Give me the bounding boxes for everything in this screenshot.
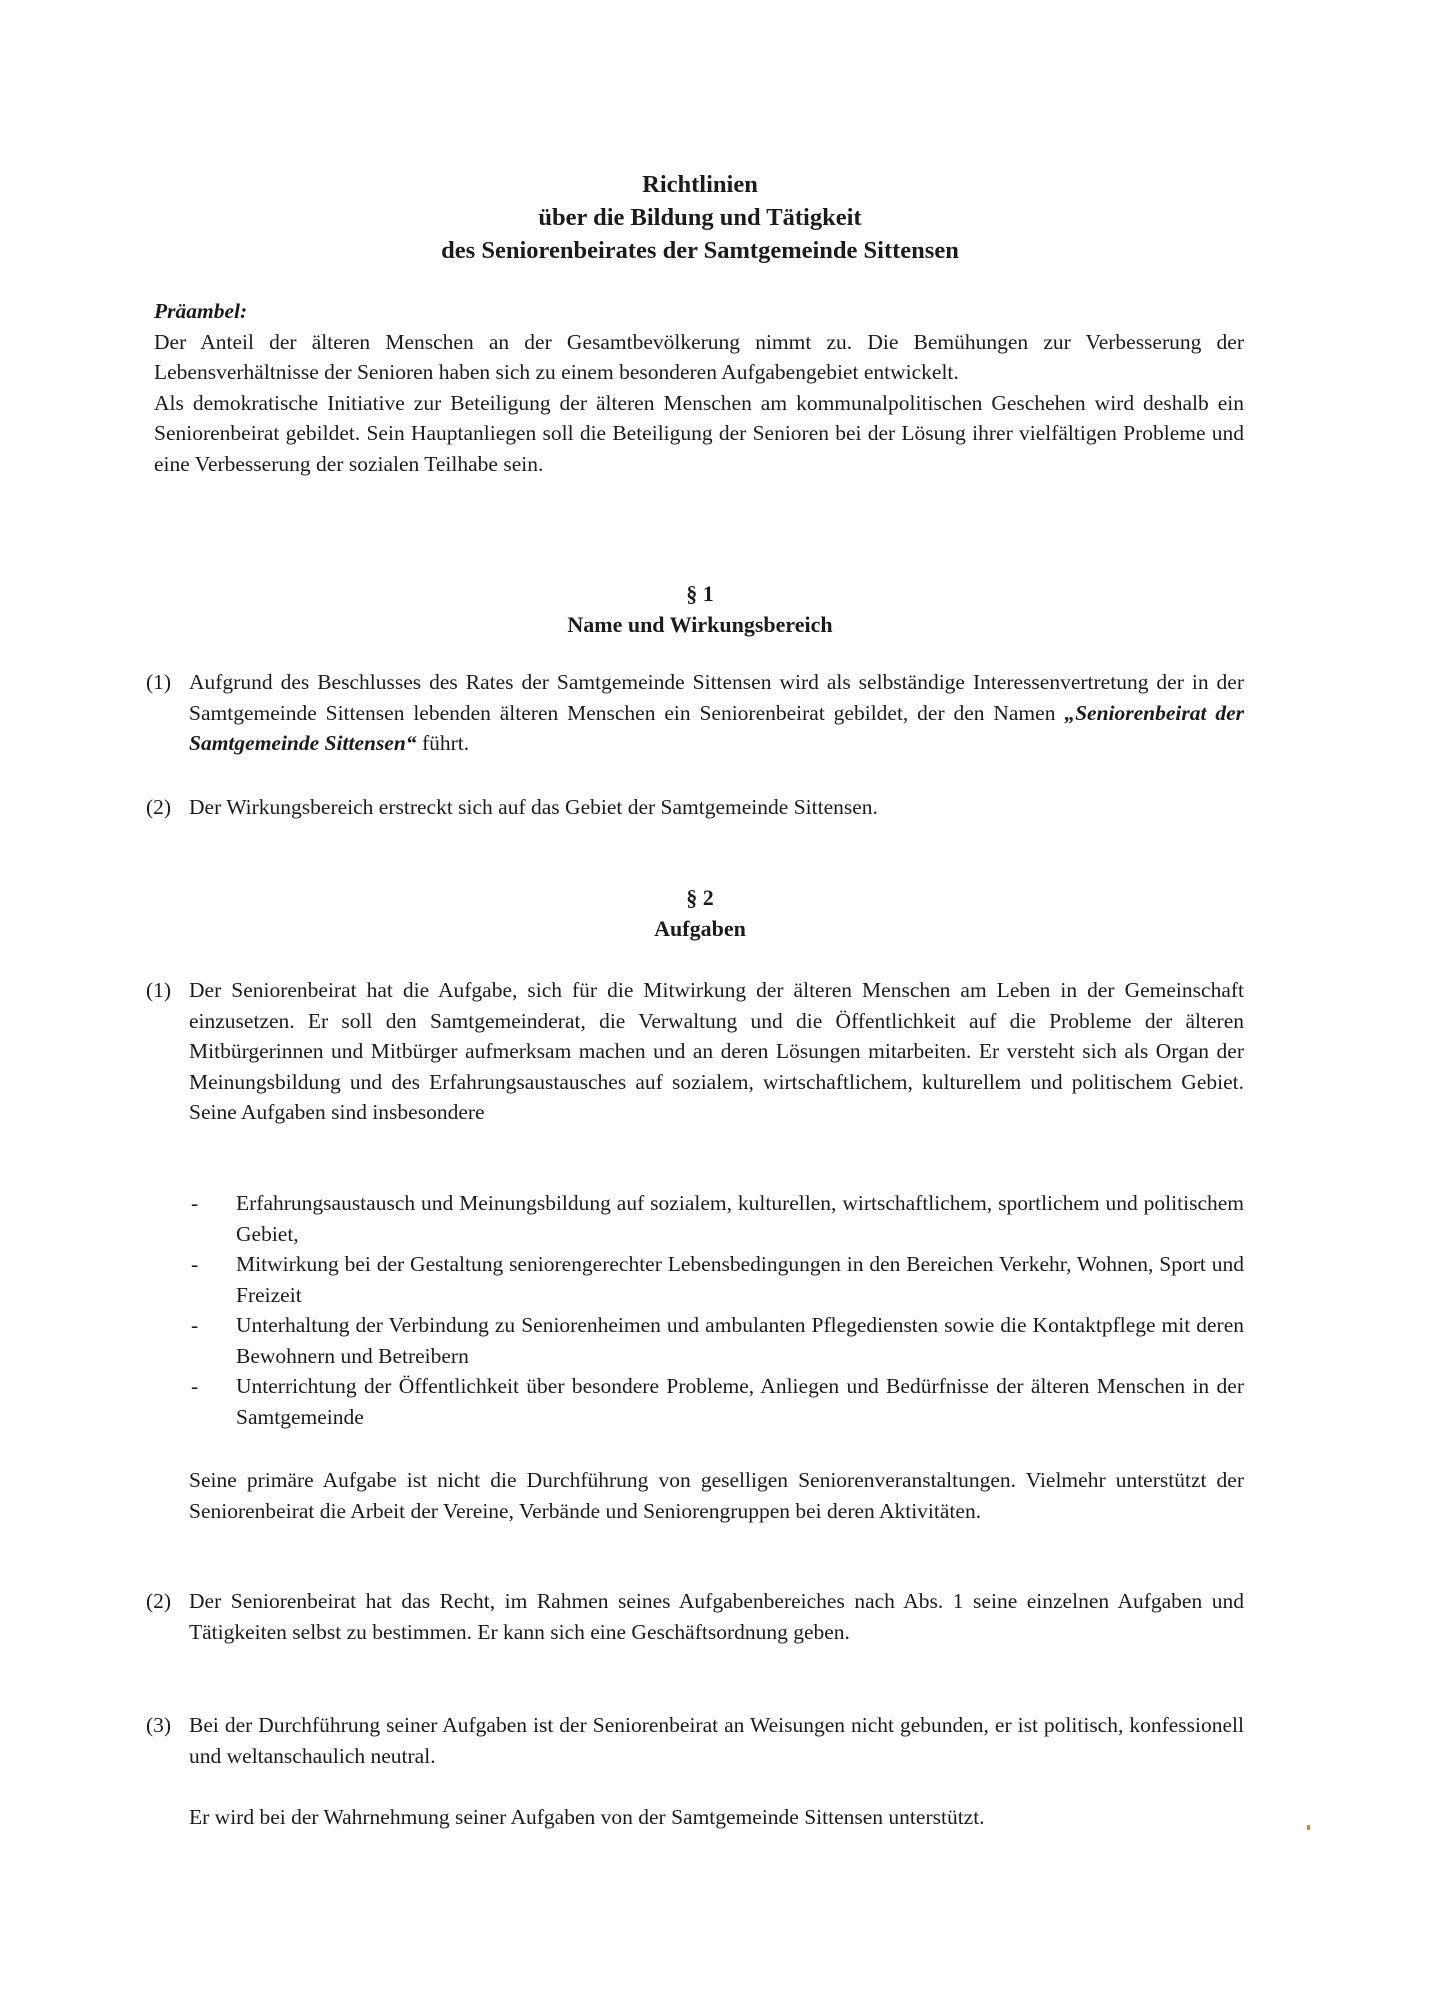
preamble-paragraph-2: Als demokratische Initiative zur Beteiligung der älteren Menschen am kommunalpolitischen Geschehen wird deshalb ein Seniorenbeirat gebildet. Sein Hauptanliegen soll die Beteiligung der Senioren bei der Lösung ihrer vielfältigen Probleme und eine Verbesserung der sozialen Teilhabe sein.	[154, 390, 1244, 476]
list-item: - Unterhaltung der Verbindung zu Seniorenheimen und ambulanten Pflegediensten sowie die Kontaktpflege mit deren Bewohnern und Betreibern	[191, 1310, 1244, 1371]
paragraph-text: Der Seniorenbeirat hat das Recht, im Rahmen seines Aufgabenbereiches nach Abs. 1 seine einzelnen Aufgaben und Tätigkeiten selbst zu bestimmen. Er kann sich eine Geschäftsordnung geben.	[189, 1589, 1244, 1644]
preamble-heading: Präambel:	[154, 299, 248, 323]
title-line-3: des Seniorenbeirates der Samtgemeinde Sittensen	[441, 237, 959, 264]
section-1-number: § 1	[686, 581, 714, 606]
bullet-marker: -	[191, 1313, 199, 1337]
section-1-title: Name und Wirkungsbereich	[567, 612, 833, 637]
scan-speck	[1307, 1825, 1310, 1830]
list-item: - Mitwirkung bei der Gestaltung seniorengerechter Lebensbedingungen in den Bereichen Verkehr, Wohnen, Sport und Freizeit	[191, 1249, 1244, 1310]
paragraph-text: Aufgrund des Beschlusses des Rates der Samtgemeinde Sittensen wird als selbständige Interessenvertretung der in der Samtgemeinde Sittensen lebenden älteren Menschen ein Seniorenbeirat gebildet, der den Namen	[189, 670, 1244, 725]
section-1-paragraph-2	[146, 792, 1244, 823]
task-list	[191, 1188, 1244, 1432]
section-2-followup-text: Seine primäre Aufgabe ist nicht die Durchführung von geselligen Seniorenveranstaltungen. Vielmehr unterstützt der Seniorenbeirat die Arbeit der Vereine, Verbände und Seniorengruppen bei deren Aktivitäten.	[189, 1468, 1244, 1523]
paragraph-number: (2)	[146, 795, 172, 819]
section-1-paragraph-1	[146, 667, 1244, 759]
bullet-marker: -	[191, 1374, 199, 1398]
title-line-2: über die Bildung und Tätigkeit	[538, 204, 862, 231]
paragraph-number: (2)	[146, 1589, 172, 1613]
preamble	[154, 296, 1244, 479]
section-2-paragraph-1	[146, 975, 1244, 1128]
section-1-heading	[0, 578, 1400, 640]
list-item: - Erfahrungsaustausch und Meinungsbildung auf sozialem, kulturellen, wirtschaftlichem, sportlichem und politischem Gebiet,	[191, 1188, 1244, 1249]
section-2-paragraph-3	[146, 1710, 1244, 1771]
section-2-heading	[0, 882, 1400, 944]
paragraph-number: (1)	[146, 978, 172, 1002]
paragraph-text: Bei der Durchführung seiner Aufgaben ist der Seniorenbeirat an Weisungen nicht gebunden, er ist politisch, konfessionell und weltanschaulich neutral.	[189, 1713, 1244, 1768]
paragraph-text-end: führt.	[416, 731, 470, 755]
paragraph-number: (3)	[146, 1713, 172, 1737]
section-2-title: Aufgaben	[654, 916, 746, 941]
document-title	[0, 168, 1400, 267]
section-2-number: § 2	[686, 885, 714, 910]
bullet-marker: -	[191, 1191, 199, 1215]
support-statement: Er wird bei der Wahrnehmung seiner Aufgaben von der Samtgemeinde Sittensen unterstützt.	[189, 1805, 985, 1829]
title-line-1: Richtlinien	[642, 171, 758, 198]
council-name-emphasis: „Seniorenbeirat der Samtgemeinde Sittensen“	[189, 700, 1244, 755]
section-2-paragraph-2	[146, 1586, 1244, 1647]
paragraph-text: Der Wirkungsbereich erstreckt sich auf das Gebiet der Samtgemeinde Sittensen.	[189, 795, 878, 819]
paragraph-number: (1)	[146, 670, 172, 694]
list-item: - Unterrichtung der Öffentlichkeit über besondere Probleme, Anliegen und Bedürfnisse der älteren Menschen in der Samtgemeinde	[191, 1371, 1244, 1432]
bullet-marker: -	[191, 1252, 199, 1276]
paragraph-text: Der Seniorenbeirat hat die Aufgabe, sich für die Mitwirkung der älteren Menschen am Leben in der Gemeinschaft einzusetzen. Er soll den Samtgemeinderat, die Verwaltung und die Öffentlichkeit auf die Probleme der älteren Mitbürgerinnen und Mitbürger aufmerksam machen und an deren Lösungen mitarbeiten. Er versteht sich als Organ der Meinungsbildung und des Erfahrungsaustausches auf sozialem, wirtschaftlichem, kulturellem und politischem Gebiet. Seine Aufgaben sind insbesondere	[189, 978, 1244, 1124]
preamble-paragraph-1: Der Anteil der älteren Menschen an der Gesamtbevölkerung nimmt zu. Die Bemühungen zur Verbesserung der Lebensverhältnisse der Senioren haben sich zu einem besonderen Aufgabengebiet entwickelt.	[154, 329, 1244, 384]
